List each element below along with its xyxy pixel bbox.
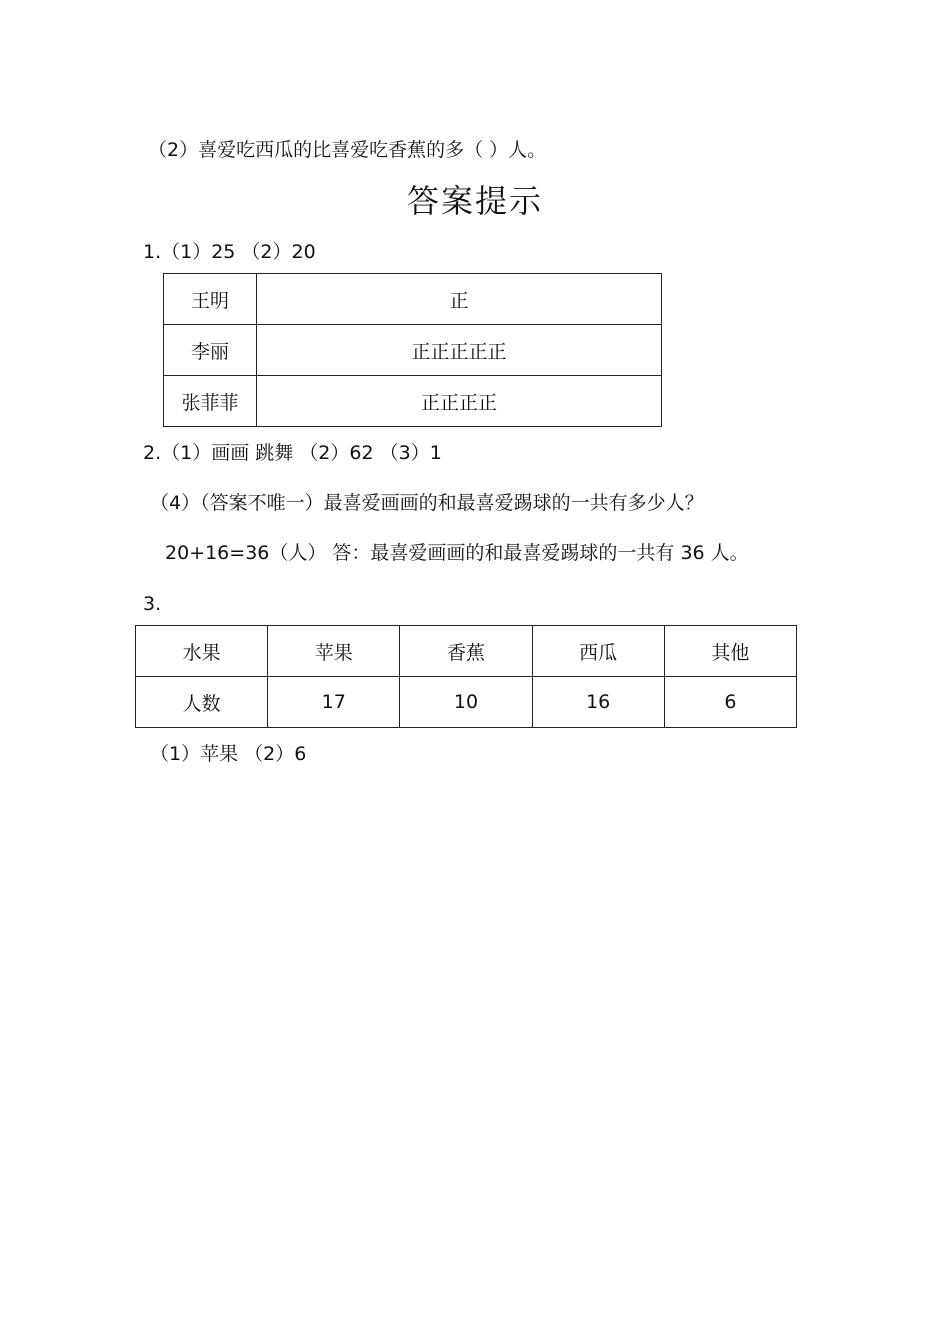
answer-3-label: 3. xyxy=(143,593,162,615)
table-row xyxy=(136,626,797,677)
answer-3-parts: （1）苹果 （2）6 xyxy=(150,743,307,765)
table-header-cell: 水果 xyxy=(136,626,268,677)
tally-name-cell: 李丽 xyxy=(164,325,257,376)
tally-mark-cell: 正正正正正 xyxy=(257,325,662,376)
table-header-cell: 香蕉 xyxy=(400,626,532,677)
table-header-cell: 苹果 xyxy=(268,626,400,677)
answer-1-text: 1.（1）25 （2）20 xyxy=(143,241,316,263)
table-row xyxy=(164,376,662,427)
tally-table xyxy=(163,273,662,427)
answers-title: 答案提示 xyxy=(406,182,543,220)
table-cell: 6 xyxy=(664,677,796,728)
tally-name-cell: 张菲菲 xyxy=(164,376,257,427)
tally-mark-cell: 正 xyxy=(257,274,662,325)
table-row xyxy=(164,325,662,376)
table-header-cell: 西瓜 xyxy=(532,626,664,677)
table-row xyxy=(164,274,662,325)
fruit-table xyxy=(135,625,797,728)
answer-2-part-4-solution: 20+16=36（人） 答：最喜爱画画的和最喜爱踢球的一共有 36 人。 xyxy=(165,542,749,564)
answer-2-part-4-question: （4）（答案不唯一）最喜爱画画的和最喜爱踢球的一共有多少人？ xyxy=(150,492,704,514)
question-2-text: （2）喜爱吃西瓜的比喜爱吃香蕉的多（ ）人。 xyxy=(148,139,547,161)
answer-2-text: 2.（1）画画 跳舞 （2）62 （3）1 xyxy=(143,442,442,464)
table-cell: 10 xyxy=(400,677,532,728)
tally-name-cell: 王明 xyxy=(164,274,257,325)
table-cell: 16 xyxy=(532,677,664,728)
table-cell: 人数 xyxy=(136,677,268,728)
table-row xyxy=(136,677,797,728)
tally-mark-cell: 正正正正 xyxy=(257,376,662,427)
table-header-cell: 其他 xyxy=(664,626,796,677)
table-cell: 17 xyxy=(268,677,400,728)
